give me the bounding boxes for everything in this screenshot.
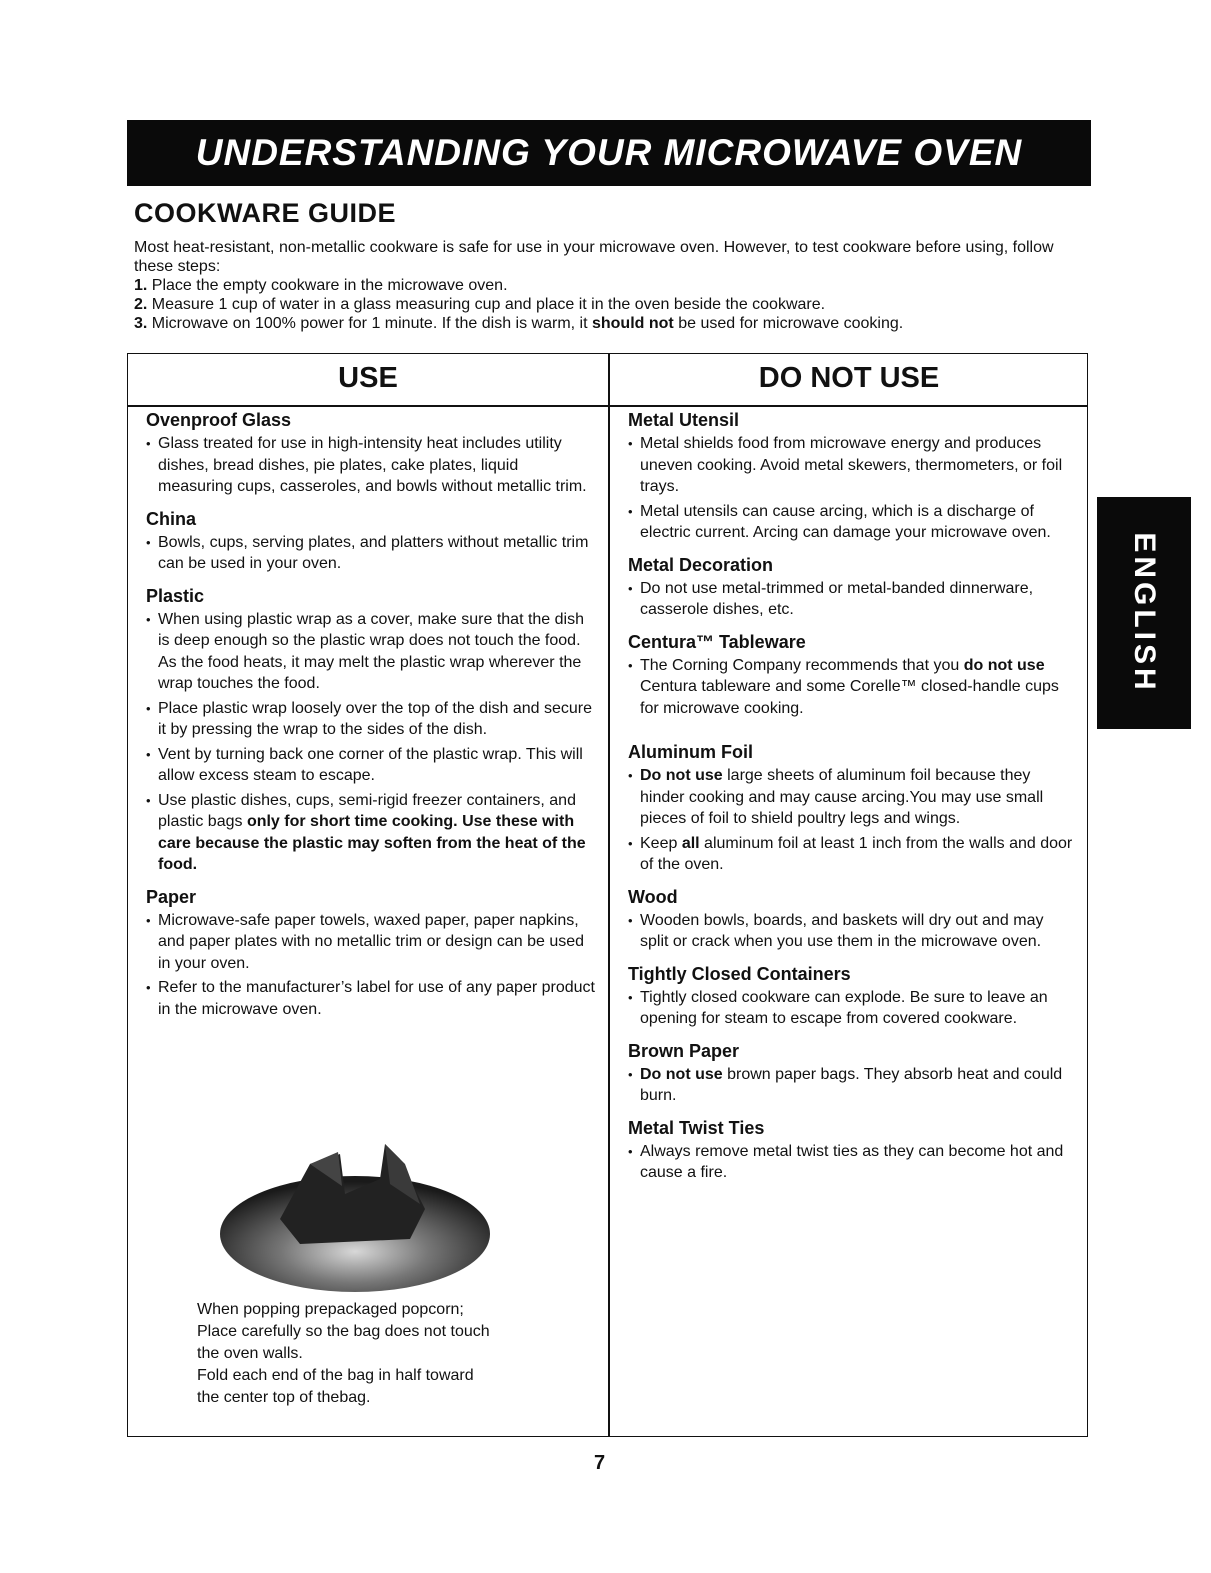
category-brown-paper xyxy=(628,1040,1073,1107)
page-number: 7 xyxy=(594,1452,606,1474)
category-title: Paper xyxy=(146,886,197,907)
category-title: Centura™ Tableware xyxy=(628,631,806,652)
category-tightly-closed-containers xyxy=(628,963,1073,1030)
category-paper xyxy=(146,886,596,1021)
bullet-item: • Keep all aluminum foil at least 1 inch from the walls and door of the oven. xyxy=(628,833,1073,876)
section-title: COOKWARE GUIDE xyxy=(134,198,397,228)
do-not-use-column xyxy=(628,409,1073,1194)
category-china xyxy=(146,508,596,575)
category-title: China xyxy=(146,508,197,529)
step-1: 1. Place the empty cookware in the microwave oven. xyxy=(134,277,508,294)
category-title: Metal Twist Ties xyxy=(628,1117,765,1138)
caption-line: Place carefully so the bag does not touch xyxy=(197,1323,490,1340)
category-metal-twist-ties xyxy=(628,1117,1073,1184)
category-title: Plastic xyxy=(146,585,205,606)
category-title: Metal Decoration xyxy=(628,554,774,575)
bullet-item: • When using plastic wrap as a cover, make sure that the dish is deep enough so the plastic wrap does not touch the food. As the food heats, it may melt the plastic wrap wherever the wrap touches the food. xyxy=(146,609,596,695)
category-title: Tightly Closed Containers xyxy=(628,963,851,984)
category-ovenproof-glass xyxy=(146,409,596,498)
bullet-item: • Microwave-safe paper towels, waxed paper, paper napkins, and paper plates with no metallic trim or design can be used in your oven. xyxy=(146,910,596,975)
do-not-use-header: DO NOT USE xyxy=(758,362,940,394)
bullet-item: • Wooden bowls, boards, and baskets will dry out and may split or crack when you use them in the microwave oven. xyxy=(628,910,1073,953)
bullet-item: • Tightly closed cookware can explode. Be sure to leave an opening for steam to escape from covered cookware. xyxy=(628,987,1073,1030)
category-title: Ovenproof Glass xyxy=(146,410,292,430)
step-3: 3. Microwave on 100% power for 1 minute. If the dish is warm, it should not be used for microwave cooking. xyxy=(134,315,904,332)
page-banner: UNDERSTANDING YOUR MICROWAVE OVEN xyxy=(127,120,1091,186)
caption-line: Fold each end of the bag in half toward xyxy=(197,1367,474,1384)
bullet-item: • Do not use brown paper bags. They absorb heat and could burn. xyxy=(628,1064,1073,1107)
category-metal-decoration xyxy=(628,554,1073,621)
bullet-item: • The Corning Company recommends that you do not use Centura tableware and some Corelle™ closed-handle cups for microwave cooking. xyxy=(628,655,1073,720)
bullet-item: • Glass treated for use in high-intensity heat includes utility dishes, bread dishes, pie plates, cake plates, liquid measuring cups, casseroles, and bowls without metallic trim. xyxy=(146,433,596,498)
bullet-item: • Vent by turning back one corner of the plastic wrap. This will allow excess steam to escape. xyxy=(146,744,596,787)
bullet-item: • Use plastic dishes, cups, semi-rigid freezer containers, and plastic bags only for short time cooking. Use these with care because the plastic may soften from the heat of the food. xyxy=(146,790,596,876)
intro xyxy=(134,238,1074,333)
bullet-item: • Metal shields food from microwave energy and produces uneven cooking. Avoid metal skewers, thermometers, or foil trays. xyxy=(628,433,1073,498)
caption-line: the oven walls. xyxy=(197,1345,303,1362)
category-title: Wood xyxy=(628,886,678,907)
bullet-item: • Do not use metal-trimmed or metal-banded dinnerware, casserole dishes, etc. xyxy=(628,578,1073,621)
language-tab xyxy=(1097,497,1191,729)
category-wood xyxy=(628,886,1073,953)
bullet-item: • Place plastic wrap loosely over the top of the dish and secure it by pressing the wrap to the sides of the dish. xyxy=(146,698,596,741)
language-tab-label: ENGLISH xyxy=(1128,532,1161,694)
popcorn-bag-illustration xyxy=(210,1124,500,1294)
popcorn-caption xyxy=(197,1299,577,1409)
category-plastic xyxy=(146,585,596,876)
use-column xyxy=(146,409,596,1030)
category-title: Aluminum Foil xyxy=(628,742,753,762)
bullet-item: • Do not use large sheets of aluminum foil because they hinder cooking and may cause arcing.You may use small pieces of foil to shield poultry legs and wings. xyxy=(628,765,1073,830)
cookware-table xyxy=(127,353,1088,1437)
test-steps xyxy=(134,276,1074,333)
category-aluminum-foil xyxy=(628,741,1073,876)
header-divider xyxy=(128,405,1087,407)
step-2: 2. Measure 1 cup of water in a glass measuring cup and place it in the oven beside the cookware. xyxy=(134,296,826,313)
bullet-item: • Always remove metal twist ties as they can become hot and cause a fire. xyxy=(628,1141,1073,1184)
use-header: USE xyxy=(338,362,398,394)
caption-line: the center top of thebag. xyxy=(197,1389,371,1406)
category-centura-tableware xyxy=(628,631,1073,720)
column-divider xyxy=(608,354,610,1436)
bullet-item: • Bowls, cups, serving plates, and platters without metallic trim can be used in your oven. xyxy=(146,532,596,575)
category-title: Brown Paper xyxy=(628,1040,740,1061)
bullet-item: • Metal utensils can cause arcing, which is a discharge of electric current. Arcing can damage your microwave oven. xyxy=(628,501,1073,544)
caption-line: When popping prepackaged popcorn; xyxy=(197,1301,464,1318)
bullet-item: • Refer to the manufacturer’s label for use of any paper product in the microwave oven. xyxy=(146,977,596,1020)
category-title: Metal Utensil xyxy=(628,410,740,430)
category-metal-utensil xyxy=(628,409,1073,544)
intro-text: Most heat-resistant, non-metallic cookware is safe for use in your microwave oven. However, to test cookware before using, follow these steps: xyxy=(134,239,1054,275)
